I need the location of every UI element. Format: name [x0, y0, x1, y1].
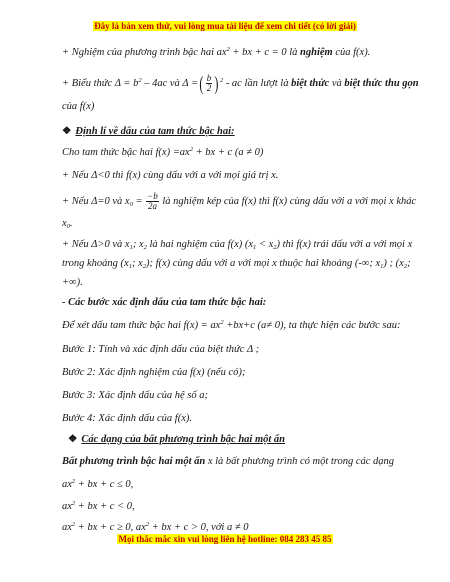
- text: x là bất phương trình có một trong các dạng: [205, 456, 395, 467]
- steps-intro-line: [62, 319, 430, 332]
- text: + Nghiệm của phương trình bậc hai ax: [62, 47, 227, 58]
- text: ; x: [131, 258, 143, 269]
- text: ax: [62, 501, 72, 512]
- section-heading-steps: - Các bước xác định dấu của tam thức bậc hai:: [62, 297, 267, 308]
- subscript: 1: [129, 244, 133, 251]
- diamond-bullet-icon: ❖: [68, 434, 78, 445]
- subscript: 2: [142, 263, 146, 270]
- section-heading-inequality-forms: [68, 433, 430, 446]
- subscript: 1: [253, 244, 257, 251]
- fraction-minus-b-over-2a: [146, 192, 159, 211]
- text: – 4ac và Δ =: [141, 78, 199, 89]
- bold-term: nghiệm: [300, 47, 333, 58]
- text: + bx + c ≥ 0, ax: [75, 522, 146, 533]
- case-positive-line: [62, 238, 430, 251]
- fraction-b-over-2: [206, 74, 213, 93]
- text: =: [132, 196, 146, 207]
- text: + bx + c = 0 là: [229, 47, 301, 58]
- text: + bx + c (a ≠ 0): [192, 147, 264, 158]
- text: + Biểu thức Δ = b: [62, 78, 139, 89]
- step-3: Bước 3: Xác định dấu của hệ số a;: [62, 390, 209, 401]
- case-negative-line: + Nếu Δ<0 thì f(x) cùng dấu với a với mọi giá trị x.: [62, 170, 279, 181]
- subscript: 1: [380, 263, 384, 270]
- text-line: [62, 257, 430, 270]
- text: +bx+c (a≠ 0), ta thực hiện các bước sau:: [223, 320, 401, 331]
- subscript: 0: [66, 223, 70, 230]
- exponent: 2: [226, 46, 230, 53]
- text-line: [62, 217, 430, 230]
- heading-text: Các dạng của bất phương trình bậc hai một ẩn: [81, 434, 286, 445]
- subscript: 2: [273, 244, 277, 251]
- bold-term: Bất phương trình bậc hai một ẩn: [62, 456, 206, 467]
- text: + bx + c ≤ 0,: [75, 479, 134, 490]
- text: + bx + c > 0, với a ≠ 0: [149, 522, 249, 533]
- text: Để xét dấu tam thức bậc hai f(x) = ax: [62, 320, 221, 331]
- text: + bx + c < 0,: [75, 501, 135, 512]
- text: là hai nghiệm của f(x) (x: [146, 239, 254, 250]
- exponent: 2: [189, 146, 193, 153]
- section-heading-theorem: [62, 125, 430, 138]
- exponent: 2: [71, 478, 76, 485]
- preview-notice-text: Đây là bản xem thử, vui lòng mua tài liệu để xem chi tiết (có lời giải): [94, 21, 356, 31]
- left-paren: (: [199, 72, 204, 95]
- exponent: 2: [71, 500, 76, 507]
- denominator: 2: [206, 83, 212, 94]
- case-zero-line: [62, 191, 430, 213]
- root-definition-line: [62, 46, 430, 59]
- exponent: 2: [219, 77, 224, 84]
- text: của f(x).: [332, 47, 371, 58]
- text: + Nếu Δ=0 và x: [62, 196, 130, 207]
- numerator: b: [206, 73, 212, 84]
- exponent: 2: [220, 319, 224, 326]
- text: ax: [62, 522, 72, 533]
- step-1: Bước 1: Tính và xác định dấu của biệt thức Δ ;: [62, 344, 260, 355]
- inequality-form-2: [62, 500, 430, 513]
- hotline-text: Mọi thắc mắc xin vui lòng liên hệ hotline: 084 283 45 85: [118, 534, 332, 544]
- bold-term: biệt thức: [291, 78, 330, 89]
- discriminant-line: [62, 72, 430, 96]
- text: ) ; (x: [383, 258, 404, 269]
- subscript: 1: [128, 263, 132, 270]
- text: ;: [407, 258, 411, 269]
- diamond-bullet-icon: ❖: [62, 126, 72, 137]
- inequality-form-3: [62, 521, 430, 534]
- text: ax: [62, 479, 72, 490]
- text: x: [62, 218, 67, 229]
- step-4: Bước 4: Xác định dấu của f(x).: [62, 413, 192, 424]
- text: Cho tam thức bậc hai f(x) =ax: [62, 147, 190, 158]
- text: - ac lần lượt là: [223, 78, 292, 89]
- step-2: Bước 2: Xác định nghiệm của f(x) (nếu có);: [62, 367, 246, 378]
- text-line: +∞).: [62, 277, 83, 288]
- trinomial-line: [62, 146, 430, 159]
- text: và: [329, 78, 345, 89]
- exponent: 2: [145, 521, 150, 528]
- exponent: 2: [138, 77, 142, 84]
- text: .: [69, 218, 73, 229]
- right-paren: ): [214, 72, 219, 95]
- text: ); f(x) cùng dấu với a với mọi x thuộc hai khoảng (-∞; x: [145, 258, 381, 269]
- heading-text: Định lí về dấu của tam thức bậc hai:: [75, 126, 235, 137]
- text: ) thì f(x) trái dấu với a với mọi x: [276, 239, 413, 250]
- text: < x: [256, 239, 274, 250]
- subscript: 2: [143, 244, 147, 251]
- hotline-banner: [0, 534, 450, 544]
- numerator: −b: [147, 191, 158, 202]
- bold-term: biệt thức thu gọn: [344, 78, 419, 89]
- text: + Nếu Δ>0 và x: [62, 239, 130, 250]
- subscript: 0: [129, 201, 133, 208]
- preview-notice-banner: [0, 21, 450, 31]
- inequality-definition-line: [62, 455, 430, 468]
- subscript: 2: [403, 263, 408, 270]
- exponent: 2: [71, 521, 76, 528]
- denominator: 2a: [147, 201, 157, 212]
- text-line: của f(x): [62, 101, 95, 112]
- text: ; x: [132, 239, 144, 250]
- inequality-form-1: [62, 478, 430, 491]
- text: là nghiệm kép của f(x) thì f(x) cùng dấu với a với mọi x khác: [159, 196, 417, 207]
- text: trong khoảng (x: [62, 258, 129, 269]
